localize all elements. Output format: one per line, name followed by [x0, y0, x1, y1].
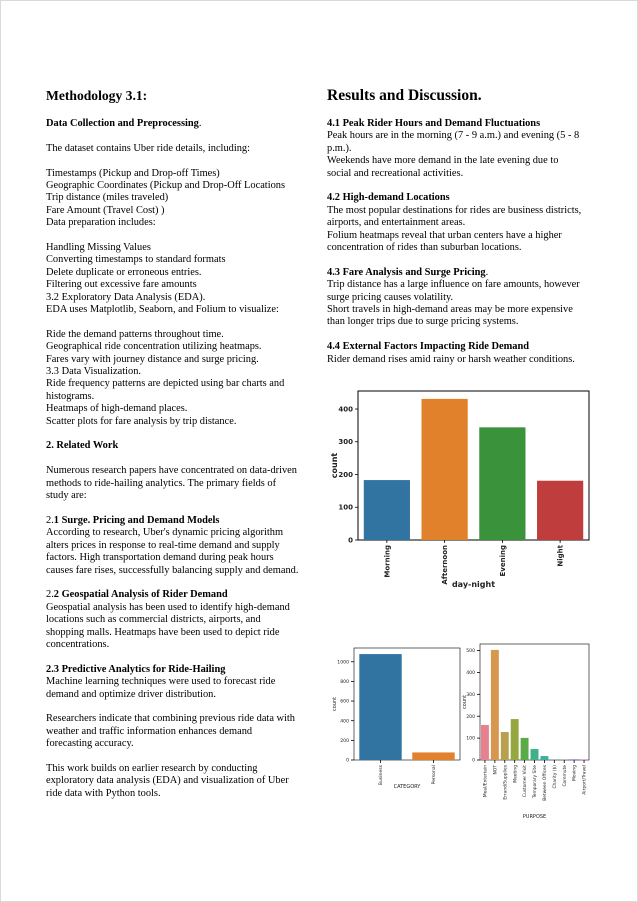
x-tick-label: Personal: [432, 765, 438, 785]
y-tick-label: 600: [340, 699, 349, 705]
x-tick-label: Meal/Entertain: [483, 765, 489, 798]
list-item: histograms.: [46, 390, 95, 402]
preparation-list: [46, 242, 308, 316]
list-item: Geographical ride concentration utilizing heatmaps.: [46, 341, 262, 353]
x-tick-label: Moving: [572, 765, 578, 781]
y-tick-label: 400: [338, 405, 353, 414]
x-tick-label: Commute: [562, 765, 568, 787]
eda-list: [46, 329, 308, 428]
section-4-1-heading: 4.1 Peak Rider Hours and Demand Fluctuations: [327, 118, 541, 129]
right-column: [327, 88, 597, 366]
y-tick-label: 400: [466, 671, 475, 677]
x-tick-label: Errand/Supplies: [503, 765, 509, 800]
x-axis-label: PURPOSE: [522, 814, 547, 820]
bar-business: [359, 654, 401, 760]
category-chart: [330, 640, 462, 800]
y-axis-label: count: [332, 696, 338, 712]
x-tick-label: NOT: [493, 765, 499, 775]
x-tick-label: Between Offices: [543, 765, 549, 801]
methodology-heading: Methodology 3.1:: [46, 88, 148, 103]
list-item: 3.3 Data Visualization.: [46, 366, 141, 378]
bar-meeting: [511, 719, 519, 760]
section-4-4-text: Rider demand rises amid rainy or harsh weather conditions.: [327, 353, 575, 365]
bar-night: [537, 481, 583, 540]
bar-between-offices: [540, 756, 548, 760]
dataset-fields-list: [46, 168, 308, 230]
list-item: Data preparation includes:: [46, 217, 156, 229]
final-paragraph: This work builds on earlier research by conducting exploratory data analysis (EDA) and visualization of Uber ride data with Python tools.: [46, 762, 289, 799]
bar-airport-travel: [580, 759, 588, 760]
y-tick-label: 500: [466, 649, 475, 655]
list-item: Scatter plots for fare analysis by trip distance.: [46, 415, 237, 427]
section-4-3-text: Trip distance has a large influence on fare amounts, however surge pricing causes volatility. Short travels in high-demand areas may be more expensive than longer trips due to surge pricing systems.: [327, 279, 580, 328]
section-4-1-text: Peak hours are in the morning (7 - 9 a.m.) and evening (5 - 8 p.m.). Weekends have more demand in the late evening due to social and recreational activities.: [327, 130, 580, 179]
y-tick-label: 100: [338, 503, 353, 512]
category-bar-chart: [330, 640, 462, 800]
day-night-chart: [328, 386, 592, 592]
y-tick-label: 200: [466, 714, 475, 720]
list-item: 3.2 Exploratory Data Analysis (EDA).: [46, 291, 206, 303]
section-2-2-heading: 2.2 Geospatial Analysis of Rider Demand: [46, 589, 228, 601]
y-tick-label: 800: [340, 680, 349, 686]
bar-temporary-site: [531, 749, 539, 760]
bar-not: [491, 650, 499, 760]
results-heading: Results and Discussion.: [327, 87, 482, 104]
x-tick-label: Airport/Travel: [582, 765, 588, 795]
bar-morning: [364, 480, 410, 540]
section-2-3-heading: 2.3 Predictive Analytics for Ride-Hailing: [46, 663, 226, 675]
data-collection-subheading: Data Collection and Preprocessing.: [46, 118, 202, 129]
related-work-heading: 2. Related Work: [46, 440, 119, 452]
bar-moving: [570, 759, 578, 760]
y-tick-label: 300: [338, 438, 353, 447]
section-2-1-text: According to research, Uber's dynamic pricing algorithm alters prices in response to real-time demand and supply factors. High transportation demand during peak hours causes fare rises, successfully balancing supply and demand.: [46, 527, 299, 576]
left-column: [46, 88, 308, 800]
x-tick-label: Morning: [383, 545, 392, 578]
dataset-intro: The dataset contains Uber ride details, including:: [46, 142, 250, 154]
x-axis-label: CATEGORY: [393, 784, 421, 790]
weather-paragraph: Researchers indicate that combining previous ride data with weather and traffic information enhances demand forecasting accuracy.: [46, 713, 296, 750]
y-tick-label: 0: [348, 536, 353, 545]
list-item: Ride the demand patterns throughout time.: [46, 328, 224, 340]
x-tick-label: Temporary Site: [533, 765, 539, 799]
list-item: Heatmaps of high-demand places.: [46, 403, 188, 415]
list-item: Filtering out excessive fare amounts: [46, 279, 197, 291]
y-tick-label: 1000: [337, 660, 349, 666]
bar-evening: [479, 427, 525, 540]
list-item: Ride frequency patterns are depicted using bar charts and: [46, 378, 285, 390]
y-tick-label: 100: [466, 736, 475, 742]
y-axis-label: count: [462, 694, 468, 710]
x-tick-label: Meeting: [513, 765, 519, 783]
section-4-3-heading: 4.3 Fare Analysis and Surge Pricing.: [327, 266, 489, 278]
y-axis-label: count: [330, 452, 339, 479]
section-4-4-heading: 4.4 External Factors Impacting Ride Demand: [327, 341, 530, 353]
section-2-3-text: Machine learning techniques were used to forecast ride demand and optimize driver distribution.: [46, 676, 276, 700]
y-tick-label: 0: [346, 758, 349, 764]
x-tick-label: Night: [556, 545, 565, 567]
y-tick-label: 200: [340, 738, 349, 744]
x-axis-label: day-night: [451, 580, 496, 589]
x-tick-label: Business: [379, 765, 385, 786]
section-4-2-text: The most popular destinations for rides are business districts, airports, and entertainment areas. Folium heatmaps reveal that urban centers have a higher concentration of rides than suburban locations.: [327, 204, 582, 254]
bar-meal-entertain: [481, 725, 489, 760]
y-tick-label: 400: [340, 719, 349, 725]
section-2-2-text: Geospatial analysis has been used to identify high-demand locations such as commercial districts, airports, and shopping malls. Heatmaps have been used to depict ride concentrations.: [46, 601, 290, 650]
purpose-chart: [462, 640, 594, 824]
list-item: Fare Amount (Travel Cost) ): [46, 204, 165, 216]
list-item: Geographic Coordinates (Pickup and Drop-Off Locations: [46, 180, 286, 191]
list-item: Handling Missing Values: [46, 242, 151, 254]
y-tick-label: 0: [472, 758, 475, 764]
x-tick-label: Charity ($): [552, 765, 558, 789]
y-tick-label: 300: [466, 692, 475, 698]
x-tick-label: Evening: [498, 545, 507, 577]
x-tick-label: Afternoon: [441, 545, 450, 585]
list-item: Timestamps (Pickup and Drop-off Times): [46, 167, 220, 179]
day-night-bar-chart: [328, 386, 592, 592]
related-work-intro: Numerous research papers have concentrated on data-driven methods to ride-hailing analytics. The primary fields of study are:: [46, 465, 297, 502]
bar-errand-supplies: [501, 732, 509, 760]
bar-customer-visit: [521, 738, 529, 760]
y-tick-label: 200: [338, 470, 353, 479]
list-item: Converting timestamps to standard formats: [46, 254, 226, 266]
section-4-2-heading: 4.2 High-demand Locations: [327, 192, 450, 204]
bar-afternoon: [422, 399, 468, 540]
list-item: Trip distance (miles traveled): [46, 192, 169, 204]
section-2-1-heading: 2.1 Surge. Pricing and Demand Models: [46, 514, 220, 526]
list-item: Delete duplicate or erroneous entries.: [46, 266, 202, 278]
list-item: EDA uses Matplotlib, Seaborn, and Folium to visualize:: [46, 304, 279, 316]
x-tick-label: Customer Visit: [523, 765, 529, 798]
bar-personal: [412, 752, 454, 760]
list-item: Fares vary with journey distance and surge pricing.: [46, 353, 259, 365]
purpose-bar-chart: [462, 640, 594, 824]
